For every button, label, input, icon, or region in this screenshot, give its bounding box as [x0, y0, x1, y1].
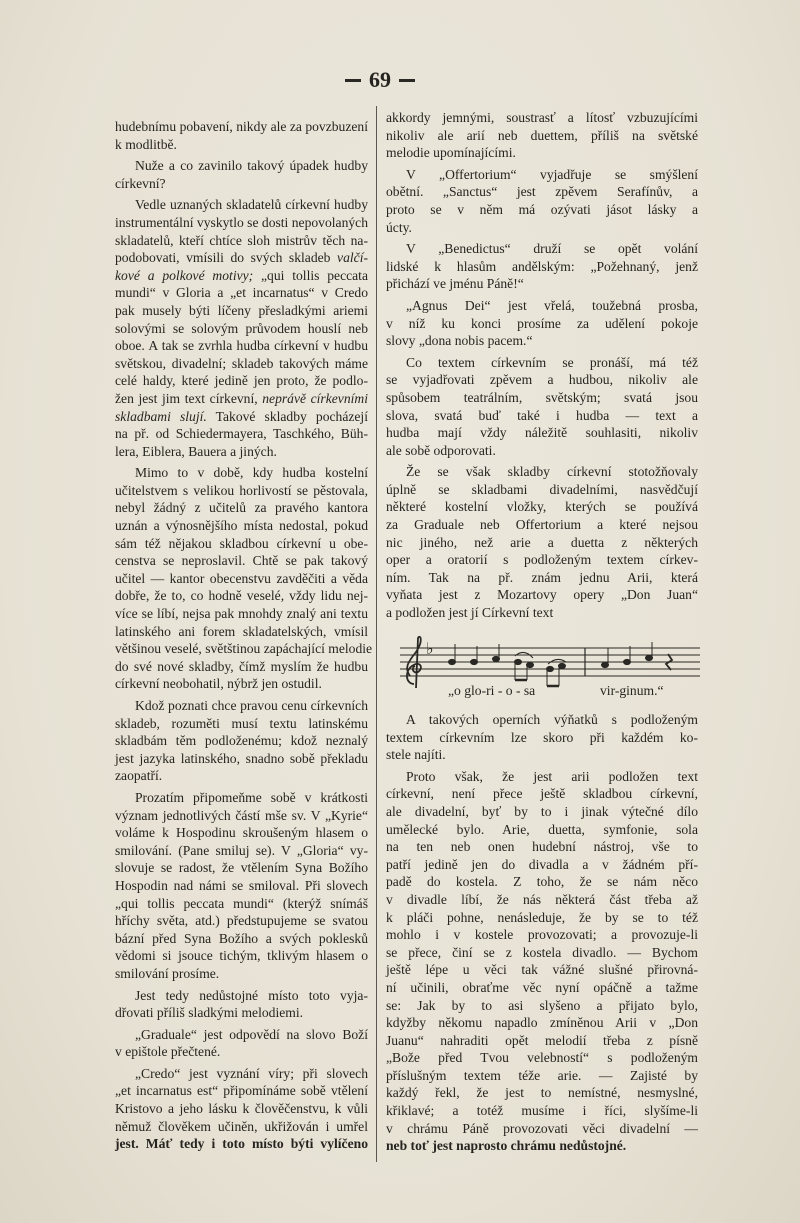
- text-line: sám též nějakou skladbou církevní u obe-: [115, 535, 368, 551]
- music-lyric-2: vir-ginum.“: [600, 683, 664, 698]
- text-line: V „Offertorium“ vyjadřuje se smýšlení: [406, 166, 698, 182]
- paragraph: [115, 196, 368, 460]
- text-line: se vyjadřovati zpěvem a hudbou, nikoliv ale: [386, 372, 698, 388]
- text-line: a podložen jest jí Církevní text: [386, 605, 554, 621]
- text-line: němuž člověkem učiněn, ukřižován i umřel: [115, 1118, 368, 1134]
- text-line: stele najíti.: [386, 747, 446, 763]
- paragraph: [115, 157, 368, 192]
- text-line: na ten neb onen hudební nástroj, vše to: [386, 839, 698, 855]
- text-line: světskou, divadelní; skladeb takových máme: [115, 355, 368, 371]
- text-line: význam jednotlivých částí mše sv. V „Kyrie“: [115, 807, 368, 823]
- text-line: oboe. A tak se zvrhla hudba církevní v hudbu: [115, 338, 368, 354]
- text-line: smilování. (Pane smiluj se). V „Gloria“ vy-: [115, 842, 368, 858]
- text-line: ním. Tak na př. znám jednu Arii, která: [386, 569, 698, 585]
- text-line: uznán a výnosnějšího místa nedostal, pokud: [115, 518, 368, 534]
- paragraph: [386, 768, 698, 1155]
- text-segment: podobovati, vmísili do svých skladeb: [115, 250, 338, 266]
- text-line: v epištole přečtené.: [115, 1044, 221, 1060]
- text-line: slovuje se radost, že vtělením Syna Božího: [115, 860, 368, 876]
- text-line: učitel — kantor obecenstvu zavděčiti a věda: [115, 570, 368, 586]
- text-line: Že se však skladby církevní stotožňovaly: [406, 464, 698, 480]
- text-line: padě do kostela. Z toho, že se nám něco: [386, 874, 698, 890]
- text-line: každý řekl, že jest to nemístné, nesmyslné,: [386, 1085, 698, 1101]
- text-line: „Credo“ jest vyznání víry; při slovech: [135, 1065, 368, 1081]
- text-line: ale sobě odporovati.: [386, 442, 496, 458]
- paragraph: [115, 987, 368, 1022]
- paragraph: [115, 464, 373, 693]
- paragraph: [386, 711, 698, 764]
- text-line: křiklavé; a totéž musíme i říci, slyšíme-li: [386, 1103, 698, 1119]
- text-line: slova, svatá buď také i hudba — text a: [386, 407, 698, 423]
- text-line: „Bože před Tvou velebností“ s podloženým: [386, 1050, 698, 1066]
- text-line: více se líbí, nejsa pak mnohdy znalý ani textu: [115, 606, 368, 622]
- music-lyric-1: „o glo-ri - o - sa: [448, 683, 536, 698]
- text-line: „qui tollis peccata mundi“ (kterýž snímáš: [115, 895, 368, 911]
- text-line: oper a oratorií s podloženým textem církev-: [386, 552, 698, 568]
- text-line: textem církevním lze skoro při každém ko-: [386, 729, 698, 745]
- text-line: skladeb, rozuměti musí textu latinskému: [115, 715, 368, 731]
- text-line: hudebnímu pobavení, nikdy ale za povzbuzení: [115, 119, 368, 134]
- right-column-top: [386, 109, 698, 622]
- text-line: zaopatří.: [115, 768, 163, 784]
- text-line: učitelstvem s velikou horlivostí se pěstovala,: [115, 482, 368, 498]
- text-line: A takových operních výňatků s podloženým: [406, 712, 698, 727]
- text-line: jest. Máť tedy i toto místo býti vylíčeno: [115, 1136, 368, 1152]
- text-line: jest jazyka latinského, snadno sobě překladu: [115, 750, 368, 766]
- text-line: proto se v něm má ozývati jásot lásky a: [386, 201, 698, 217]
- text-line: Hospodin nad námi se smiloval. Při slovech: [115, 877, 368, 893]
- right-column-bottom: [386, 711, 698, 1155]
- text-line: Juanu“ nahraditi opět melodií třeba z písně: [386, 1032, 698, 1048]
- text-line: pak musely býti líčeny přesladkými ariemi: [115, 302, 368, 318]
- text-line: solovými se solovým průvodem houslí neb: [115, 320, 368, 336]
- text-line: obětní. „Sanctus“ jest zpěvem Serafínův, a: [386, 184, 698, 200]
- text-line: mohlo i v kostele provozovati; a provozuje-li: [386, 927, 698, 943]
- text-line: úplně se skladbami divadelními, nasvědčují: [386, 481, 698, 497]
- text-line: [115, 408, 368, 426]
- text-line: za Graduale neb Offertorium a které nejsou: [386, 517, 698, 533]
- text-line: Prozatím připomeňme sobě v krátkosti: [135, 789, 368, 805]
- column-divider: [376, 106, 377, 1162]
- text-line: latinského ani forem skladatelských, vmísil: [115, 623, 368, 639]
- text-line: některé kostelní vložky, kterých se používá: [386, 499, 698, 515]
- notes: [449, 642, 673, 686]
- text-line: skladbám těm podloženému; kdož neznalý: [115, 733, 368, 749]
- text-line: „Agnus Dei“ jest vřelá, toužebná prosba,: [406, 297, 698, 313]
- text-line: církevní neobohatil, nýbrž jen ostudil.: [115, 676, 322, 692]
- text-line: v chrámu Páně provozovati věci divadelní —: [386, 1120, 698, 1136]
- text-line: Mimo to v době, kdy hudba kostelní: [135, 465, 368, 481]
- text-line: hudba mají vždy náležitě souhlasiti, nikoliv: [386, 425, 698, 441]
- text-line: smilování prosíme.: [115, 965, 220, 981]
- text-line: lidské k hlasům andělským: „Požehnaný, jenž: [386, 258, 698, 274]
- text-line: Vedle uznaných skladatelů církevní hudby: [135, 197, 368, 213]
- text-line: lera, Eiblera, Bauera a jiných.: [115, 443, 277, 459]
- text-segment: Takové skladby pocházejí: [206, 408, 368, 424]
- text-line: instrumentální vyskytlo se dosti nepovolaných: [115, 214, 368, 230]
- text-line: na př. od Schiedermayera, Taschkého, Büh-: [115, 426, 368, 442]
- text-line: Jest tedy nedůstojné místo toto vyja-: [135, 987, 368, 1003]
- paragraph: [115, 697, 368, 785]
- text-line: Nuže a co zavinilo takový úpadek hudby: [135, 158, 368, 174]
- text-line: v níž ku konci prosíme za udělení pokoje: [386, 315, 698, 331]
- paragraph: [386, 166, 698, 236]
- paragraph: [386, 354, 698, 460]
- text-line: „Graduale“ jest odpovědí na slovo Boží: [135, 1026, 368, 1042]
- text-line: V „Benedictus“ druží se opět volání: [406, 241, 698, 257]
- italic-text: neprávě církevními: [262, 390, 368, 406]
- page-header: [330, 66, 430, 94]
- text-line: do své nové skladby, čímž myslím že hudbu: [115, 658, 368, 674]
- paragraph: [386, 240, 698, 293]
- paragraph: [115, 1026, 368, 1061]
- text-line: slovy „dona nobis pacem.“: [386, 333, 533, 349]
- text-line: příslušným textem téže arie. — Zajisté by: [386, 1067, 698, 1083]
- paragraph: [386, 297, 698, 350]
- paragraph: [386, 109, 698, 162]
- italic-text: skladbami slují.: [115, 408, 207, 424]
- music-notation-example: [400, 632, 700, 712]
- text-line: [115, 267, 368, 285]
- header-dash-right: [399, 79, 415, 82]
- italic-text: valčí-: [337, 250, 368, 266]
- text-line: Kdož poznati chce pravou cenu církevních: [135, 698, 368, 713]
- text-line: bázní před Syna Božího a svých poklesků: [115, 930, 368, 946]
- text-line: Kristovo a jeho lásku k člověčenstvu, k vůli: [115, 1101, 368, 1117]
- text-line: patří jedině jen do divadla a v žádném pří-: [386, 856, 698, 872]
- text-line: dobře, že to, co hodně veselé, vždy lidu nej-: [115, 588, 368, 604]
- text-line: „et incarnatus est“ připomínáme sobě vtělení: [115, 1083, 368, 1099]
- text-segment: „qui tollis peccata: [253, 267, 368, 283]
- text-line: nikoliv ale arií neb duettem, příliš na světské: [386, 127, 698, 143]
- text-line: vyňata jest z Mozartovy opery „Don Juan“: [386, 587, 698, 603]
- text-line: vědomi si jsouce tichým, tklivým hlasem o: [115, 948, 368, 964]
- text-line: většinou veselé, světštinou zapáchající melodie: [115, 641, 373, 657]
- paragraph: [115, 118, 368, 153]
- left-column: [115, 118, 373, 1153]
- text-line: se přece, činí se z kostela divadlo. — Bychom: [386, 944, 698, 960]
- text-line: ale divadelní, byť by to i jinak výtečné dílo: [386, 803, 698, 819]
- paragraph: [115, 789, 368, 983]
- text-line: Co textem církevním se pronáší, má též: [406, 354, 698, 370]
- text-line: melodie upomínajícími.: [386, 145, 516, 161]
- text-line: skladatelů, kteří chtíce sloh mistrův těch na-: [115, 232, 368, 248]
- text-line: v divadle líbí, že nás některá část třeba až: [386, 891, 698, 907]
- text-line: voláme k Hospodinu skroušeným hlasem o: [115, 825, 368, 841]
- text-line: neb toť jest naprosto chrámu nedůstojné.: [386, 1138, 627, 1154]
- italic-text: kové a polkové motivy;: [115, 267, 254, 283]
- paragraph: [115, 1065, 368, 1153]
- text-line: nebyl žádný z učitelů za pravého kantora: [115, 500, 368, 516]
- text-line: k pláči pohne, nenásleduje, že by se to též: [386, 909, 698, 925]
- page-number: 69: [369, 67, 391, 92]
- text-line: dřovati příliš sladkými melodiemi.: [115, 1005, 304, 1021]
- text-line: [115, 249, 368, 267]
- paragraph: [386, 463, 698, 621]
- text-line: mundi“ v Gloria a „et incarnatus“ v Credo: [115, 285, 368, 301]
- text-line: úcty.: [386, 219, 412, 235]
- flat-sign-icon: ♭: [426, 641, 434, 658]
- text-line: hříchy světa, atd.) předstupujeme se svatou: [115, 913, 368, 929]
- text-line: kdyžby někomu napadlo zmíněnou Arii v „Don: [386, 1015, 698, 1031]
- text-line: ní učinili, obraťme věc nyní opáčně a tažme: [386, 979, 698, 995]
- text-segment: žen jest jim text církevní,: [115, 390, 263, 406]
- text-line: nic jiného, než arie a duetta z některých: [386, 534, 698, 550]
- text-line: církevní?: [115, 175, 166, 191]
- text-line: spůsobem teatrálním, světským; svatá jsou: [386, 389, 698, 405]
- text-line: ještě lépe u věci tak vážné slušné přirovná-: [386, 962, 698, 978]
- text-line: se: Jak by to asi slyšeno a přijato bylo,: [386, 997, 698, 1013]
- text-line: církevní, není přece ještě skladbou církevní,: [386, 786, 698, 802]
- text-line: [115, 390, 368, 408]
- text-line: Proto však, že jest arii podložen text: [406, 768, 698, 784]
- text-line: akkordy jemnými, soustrasť a lítosť vzbuzujícími: [386, 110, 698, 125]
- header-dash-left: [345, 79, 361, 82]
- text-line: k modlitbě.: [115, 136, 177, 152]
- text-line: umělecké bylo. Arie, duetta, symfonie, sola: [386, 821, 698, 837]
- text-line: celé haldy, které jedině jen proto, že podlo-: [115, 373, 368, 389]
- text-line: přichází ve jménu Páně!“: [386, 276, 524, 292]
- text-line: censtva se neproslavil. Chtě se pak takový: [115, 553, 368, 569]
